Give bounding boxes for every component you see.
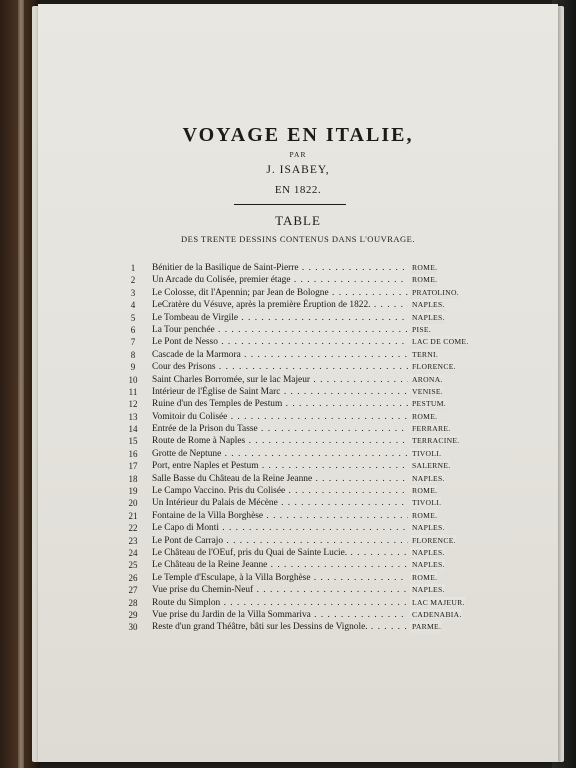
entry-place: NAPLES. — [410, 547, 445, 559]
entry-title: Saint Charles Borromée, sur le lac Majeur . . . — [152, 374, 408, 386]
entry-title: Le Colosse, dit l'Apennin; par Jean de Bologne . . . — [152, 287, 408, 299]
entry-title: Le Temple d'Esculape, à la Villa Borghèse . . . — [152, 572, 408, 584]
entry-title: Le Campo Vaccino. Pris du Colisée . . . — [152, 485, 408, 497]
entry-place: ROME. — [410, 262, 437, 274]
entry-title: Le Pont de Nesso . . . — [152, 336, 408, 348]
entry-number: 5 — [130, 312, 136, 323]
entry-title: Port, entre Naples et Pestum . . . — [152, 460, 408, 472]
list-item — [126, 287, 486, 299]
entry-title: Cascade de la Marmora . . . — [152, 349, 408, 361]
page-stack-edge — [18, 0, 24, 768]
entry-place: NAPLES. — [410, 584, 445, 596]
list-item — [126, 423, 486, 435]
entry-place: NAPLES. — [410, 559, 445, 571]
entry-place: PISE. — [410, 324, 431, 336]
entry-place: VENISE. — [410, 386, 443, 398]
list-item — [126, 485, 486, 497]
entry-title: Salle Basse du Château de la Reine Jeanne . . . — [152, 473, 408, 485]
entry-place: TIVOLI. — [410, 497, 441, 509]
list-item — [126, 411, 486, 423]
entry-place: NAPLES. — [410, 299, 445, 311]
entry-title: Vomitoir du Colisée . . . — [152, 411, 408, 423]
document-page — [38, 4, 558, 762]
entry-number: 25 — [128, 560, 138, 571]
list-item — [126, 597, 486, 609]
list-item — [126, 262, 486, 274]
list-item — [126, 274, 486, 286]
entry-place: ARONA. — [410, 374, 443, 386]
list-item — [126, 448, 486, 460]
list-item — [126, 497, 486, 509]
entry-title: Le Château de l'OEuf, pris du Quai de Sainte Lucie. . . . — [152, 547, 408, 559]
list-item — [126, 361, 486, 373]
list-item — [126, 547, 486, 559]
entry-title: Bénitier de la Basilique de Saint-Pierre . . . — [152, 262, 408, 274]
list-item — [126, 473, 486, 485]
entry-number: 24 — [128, 547, 138, 558]
entry-number: 16 — [128, 448, 138, 459]
entry-place: ROME. — [410, 485, 437, 497]
list-item — [126, 621, 486, 633]
by-label: PAR — [289, 150, 307, 159]
entry-place: TERRACINE. — [410, 435, 460, 447]
table-of-contents — [126, 262, 486, 634]
entry-title: Fontaine de la Villa Borghèse . . . — [152, 510, 408, 522]
entry-place: LAC MAJEUR. — [410, 597, 465, 609]
entry-place: TIVOLI. — [410, 448, 441, 460]
entry-place: CADENABIA. — [410, 609, 462, 621]
list-item — [126, 374, 486, 386]
entry-number: 3 — [130, 287, 136, 298]
entry-number: 2 — [130, 275, 136, 286]
entry-number: 1 — [130, 263, 136, 273]
entry-number: 11 — [128, 386, 138, 397]
author-name: J. ISABEY, — [266, 164, 330, 176]
list-item — [126, 609, 486, 621]
list-item — [126, 510, 486, 522]
list-item — [126, 522, 486, 534]
list-item — [126, 312, 486, 324]
list-item — [126, 584, 486, 596]
entry-number: 18 — [128, 473, 138, 484]
entry-place: TERNI. — [410, 349, 438, 361]
entry-title: Entrée de la Prison du Tasse . . . — [152, 423, 408, 435]
entry-title: LeCratère du Vésuve, après la première Éruption de 1822. . . . — [152, 299, 408, 311]
list-item — [126, 559, 486, 571]
entry-place: PARME. — [410, 621, 441, 633]
entry-number: 21 — [128, 510, 138, 521]
entry-number: 14 — [128, 424, 138, 435]
entry-place: PRATOLINO. — [410, 287, 459, 299]
entry-number: 19 — [128, 486, 138, 497]
entry-title: Grotte de Neptune . . . — [152, 448, 408, 460]
entry-title: Le Château de la Reine Jeanne . . . — [152, 559, 408, 571]
entry-number: 22 — [128, 523, 138, 534]
entry-place: SALERNE. — [410, 460, 450, 472]
entry-place: LAC DE COME. — [410, 336, 469, 348]
entry-title: Vue prise du Chemin-Neuf . . . — [152, 584, 408, 596]
entry-title: Vue prise du Jardin de la Villa Sommariva . . . — [152, 609, 408, 621]
list-item — [126, 572, 486, 584]
list-item — [126, 535, 486, 547]
table-subtitle: DES TRENTE DESSINS CONTENUS DANS L'OUVRAGE. — [181, 234, 415, 244]
entry-place: ROME. — [410, 411, 437, 423]
entry-number: 26 — [128, 572, 138, 583]
entry-place: ROME. — [410, 510, 437, 522]
publication-year: EN 1822. — [274, 184, 322, 196]
entry-title: Ruine d'un des Temples de Pestum . . . — [152, 398, 408, 410]
entry-number: 10 — [128, 374, 138, 385]
list-item — [126, 324, 486, 336]
entry-place: ROME. — [410, 572, 437, 584]
entry-number: 23 — [128, 535, 138, 546]
list-item — [126, 460, 486, 472]
entry-number: 27 — [128, 585, 138, 596]
entry-number: 12 — [128, 399, 138, 410]
entry-place: NAPLES. — [410, 312, 445, 324]
entry-title: Un Arcade du Colisée, premier étage . . . — [152, 274, 408, 286]
entry-number: 13 — [128, 411, 138, 422]
entry-place: PESTUM. — [410, 398, 446, 410]
entry-number: 17 — [128, 461, 138, 472]
entry-title: Route de Rome à Naples . . . — [152, 435, 408, 447]
entry-place: NAPLES. — [410, 522, 445, 534]
entry-title: Route du Simplon . . . — [152, 597, 408, 609]
list-item — [126, 299, 486, 311]
entry-title: Cour des Prisons . . . — [152, 361, 408, 373]
entry-number: 28 — [128, 597, 138, 608]
entry-number: 7 — [130, 337, 136, 348]
entry-place: FLORENCE. — [410, 361, 456, 373]
list-item — [126, 435, 486, 447]
list-item — [126, 398, 486, 410]
entry-place: FERRARE. — [410, 423, 450, 435]
list-item — [126, 349, 486, 361]
entry-number: 15 — [128, 436, 138, 447]
entry-place: NAPLES. — [410, 473, 445, 485]
entry-number: 8 — [130, 349, 136, 360]
entry-title: Le Tombeau de Virgile . . . — [152, 312, 408, 324]
entry-place: FLORENCE. — [410, 535, 456, 547]
entry-title: Reste d'un grand Théâtre, bâti sur les Dessins de Vignole. . . . — [152, 621, 408, 633]
entry-number: 6 — [130, 324, 136, 335]
entry-number: 9 — [130, 362, 136, 373]
entry-title: Intérieur de l'Église de Saint Marc . . . — [152, 386, 408, 398]
list-item — [126, 336, 486, 348]
entry-number: 29 — [128, 609, 138, 620]
entry-title: Le Capo di Monti . . . — [152, 522, 408, 534]
entry-number: 4 — [130, 300, 136, 311]
table-heading: TABLE — [275, 213, 321, 228]
list-item — [126, 386, 486, 398]
entry-number: 30 — [128, 622, 138, 633]
entry-place: ROME. — [410, 274, 437, 286]
divider-rule — [234, 204, 346, 205]
entry-title: Le Pont de Carrajo . . . — [152, 535, 408, 547]
entry-title: La Tour penchée . . . — [152, 324, 408, 336]
entry-title: Un Intérieur du Palais de Mécène . . . — [152, 497, 408, 509]
page-title: VOYAGE EN ITALIE, — [182, 124, 414, 146]
entry-number: 20 — [128, 498, 138, 509]
